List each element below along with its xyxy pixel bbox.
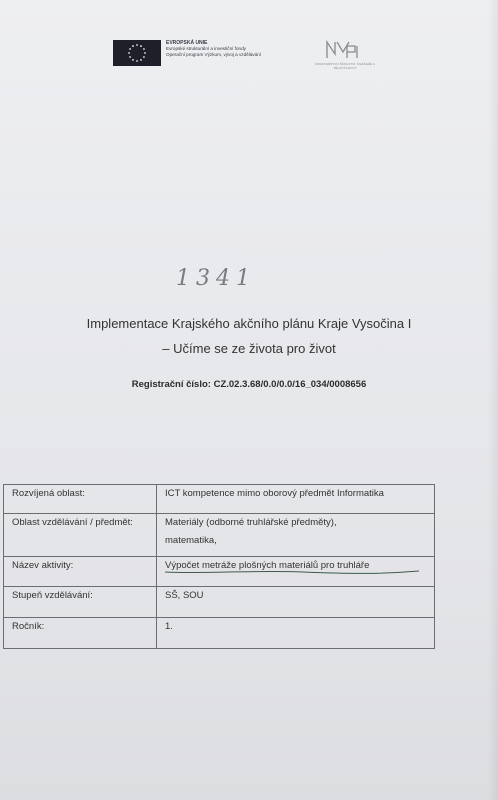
- table-row: [4, 618, 435, 649]
- row-value: ICT kompetence mimo oborový předmět Informatika: [157, 485, 435, 514]
- registration-value: CZ.02.3.68/0.0/0.0/16_034/0008656: [213, 379, 367, 390]
- eu-line-1: EVROPSKÁ UNIE: [166, 40, 208, 46]
- eu-star: [129, 48, 131, 50]
- row-label: Název aktivity:: [4, 557, 157, 587]
- page-shadow: [488, 0, 498, 800]
- registration-number: [0, 379, 498, 390]
- row-label: Oblast vzdělávání / předmět:: [4, 514, 157, 557]
- eu-star: [140, 59, 142, 61]
- row-value-line-1: Materiály (odborné truhlářské předměty),: [165, 517, 337, 528]
- eu-star: [132, 45, 134, 47]
- eu-star: [140, 45, 142, 47]
- row-value: SŠ, SOU: [157, 587, 435, 618]
- activity-name: [165, 560, 369, 571]
- eu-star: [144, 52, 146, 54]
- eu-star: [143, 48, 145, 50]
- eu-star: [129, 56, 131, 58]
- eu-flag-logo: [113, 40, 161, 66]
- eu-star: [143, 56, 145, 58]
- table-row: [4, 514, 435, 557]
- eu-star: [136, 60, 138, 62]
- activity-info-table: [3, 484, 435, 649]
- row-value: [157, 514, 435, 557]
- activity-name-text: Výpočet metráže plošných materiálů pro truhláře: [165, 560, 370, 571]
- eu-logo-text: [166, 40, 316, 58]
- project-title-line-1: Implementace Krajského akčního plánu Kraje Vysočina I: [86, 316, 412, 331]
- row-label: Stupeň vzdělávání:: [4, 587, 157, 618]
- eu-star: [128, 52, 130, 54]
- eu-line-3: Operační program Výzkum, vývoj a vzdělávání: [166, 52, 261, 57]
- row-label: Rozvíjená oblast:: [4, 485, 157, 514]
- table-row: [4, 587, 435, 618]
- row-value: [157, 557, 435, 587]
- registration-label: Registrační číslo:: [131, 379, 211, 390]
- row-label: Ročník:: [4, 618, 157, 649]
- row-value-line-2: matematika,: [165, 535, 217, 546]
- msmt-caption: MINISTERSTVO ŠKOLSTVÍ, MLÁDEŽE A TĚLOVÝCHOVY: [315, 62, 375, 70]
- eu-star: [132, 59, 134, 61]
- eu-star: [136, 44, 138, 46]
- handwritten-number: 1341: [176, 266, 256, 291]
- row-value: 1.: [157, 618, 435, 649]
- table-row: [4, 485, 435, 514]
- table-row: [4, 557, 435, 587]
- handwritten-underline: [163, 568, 423, 576]
- project-title-line-2: – Učíme se ze života pro život: [162, 341, 336, 356]
- eu-line-2: Evropské strukturální a investiční fondy: [166, 46, 246, 51]
